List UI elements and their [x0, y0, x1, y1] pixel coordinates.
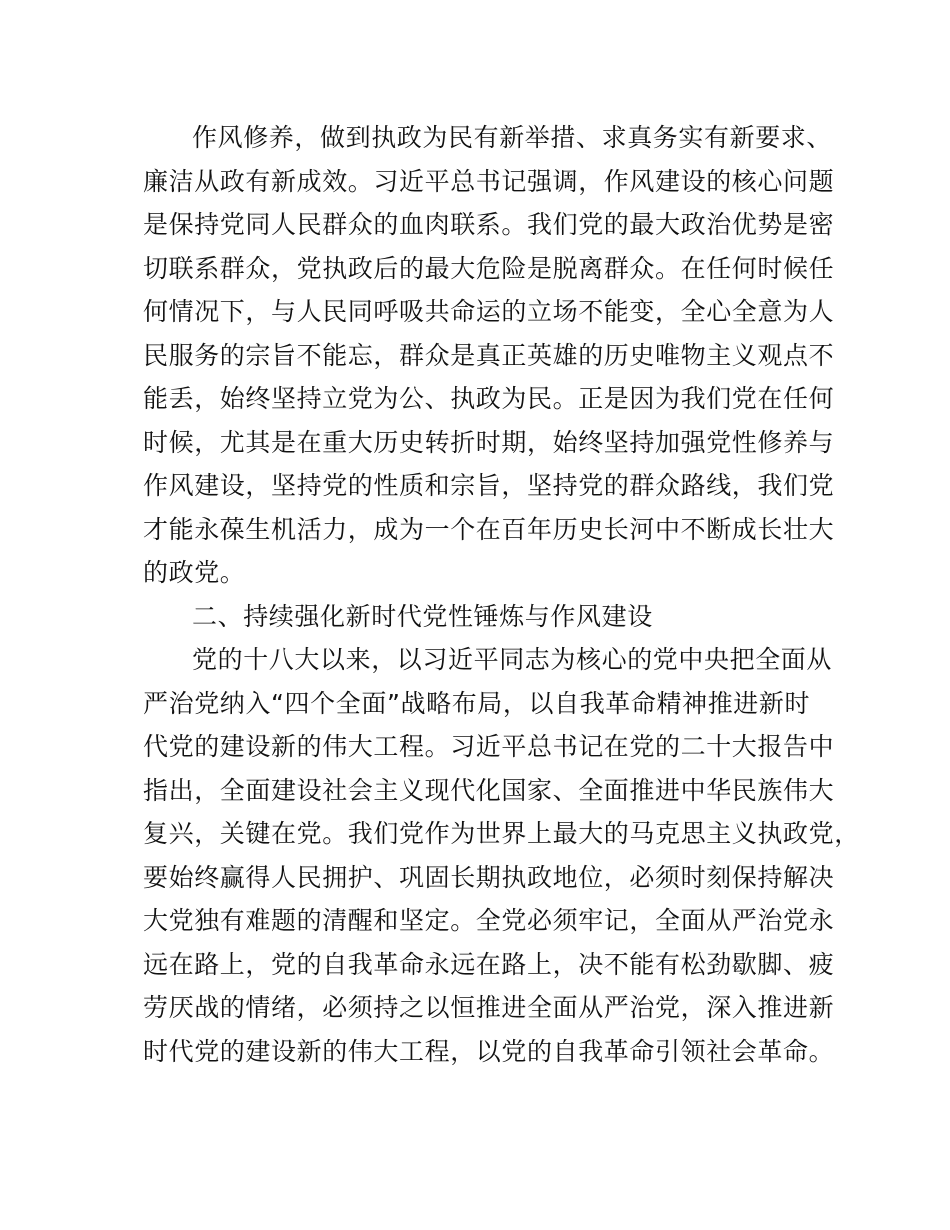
section-heading: 二、持续强化新时代党性锤炼与作风建设 — [192, 602, 653, 631]
paragraph-line: 指出，全面建设社会主义现代化国家、全面推进中华民族伟大 — [143, 776, 835, 805]
paragraph-line: 大党独有难题的清醒和坚定。全党必须牢记，全面从严治党永 — [143, 906, 835, 935]
paragraph-line: 作风修养，做到执政为民有新举措、求真务实有新要求、 — [192, 123, 833, 152]
paragraph-line: 廉洁从政有新成效。习近平总书记强调，作风建设的核心问题 — [143, 167, 835, 196]
paragraph-line: 时代党的建设新的伟大工程，以党的自我革命引领社会革命。 — [143, 1037, 835, 1066]
paragraph-line: 代党的建设新的伟大工程。习近平总书记在党的二十大报告中 — [143, 732, 835, 761]
paragraph-line: 是保持党同人民群众的血肉联系。我们党的最大政治优势是密 — [143, 210, 835, 239]
paragraph-line: 作风建设，坚持党的性质和宗旨，坚持党的群众路线，我们党 — [143, 471, 835, 500]
paragraph-line: 远在路上，党的自我革命永远在路上，决不能有松劲歇脚、疲 — [143, 950, 835, 979]
paragraph-line: 能丢，始终坚持立党为公、执政为民。正是因为我们党在任何 — [143, 384, 835, 413]
paragraph-line: 严治党纳入“四个全面”战略布局，以自我革命精神推进新时 — [143, 689, 811, 718]
paragraph-line: 民服务的宗旨不能忘，群众是真正英雄的历史唯物主义观点不 — [143, 341, 835, 370]
paragraph-line: 劳厌战的情绪，必须持之以恒推进全面从严治党，深入推进新 — [143, 993, 835, 1022]
paragraph-line: 切联系群众，党执政后的最大危险是脱离群众。在任何时候任 — [143, 254, 835, 283]
paragraph-line: 何情况下，与人民同呼吸共命运的立场不能变，全心全意为人 — [143, 297, 835, 326]
paragraph-line: 复兴，关键在党。我们党作为世界上最大的马克思主义执政党， — [143, 819, 860, 848]
paragraph-line: 要始终赢得人民拥护、巩固长期执政地位，必须时刻保持解决 — [143, 863, 835, 892]
paragraph-line: 才能永葆生机活力，成为一个在百年历史长河中不断成长壮大 — [143, 515, 835, 544]
paragraph-line: 党的十八大以来，以习近平同志为核心的党中央把全面从 — [192, 645, 833, 674]
paragraph-line: 的政党。 — [143, 558, 246, 587]
paragraph-line: 时候，尤其是在重大历史转折时期，始终坚持加强党性修养与 — [143, 428, 835, 457]
